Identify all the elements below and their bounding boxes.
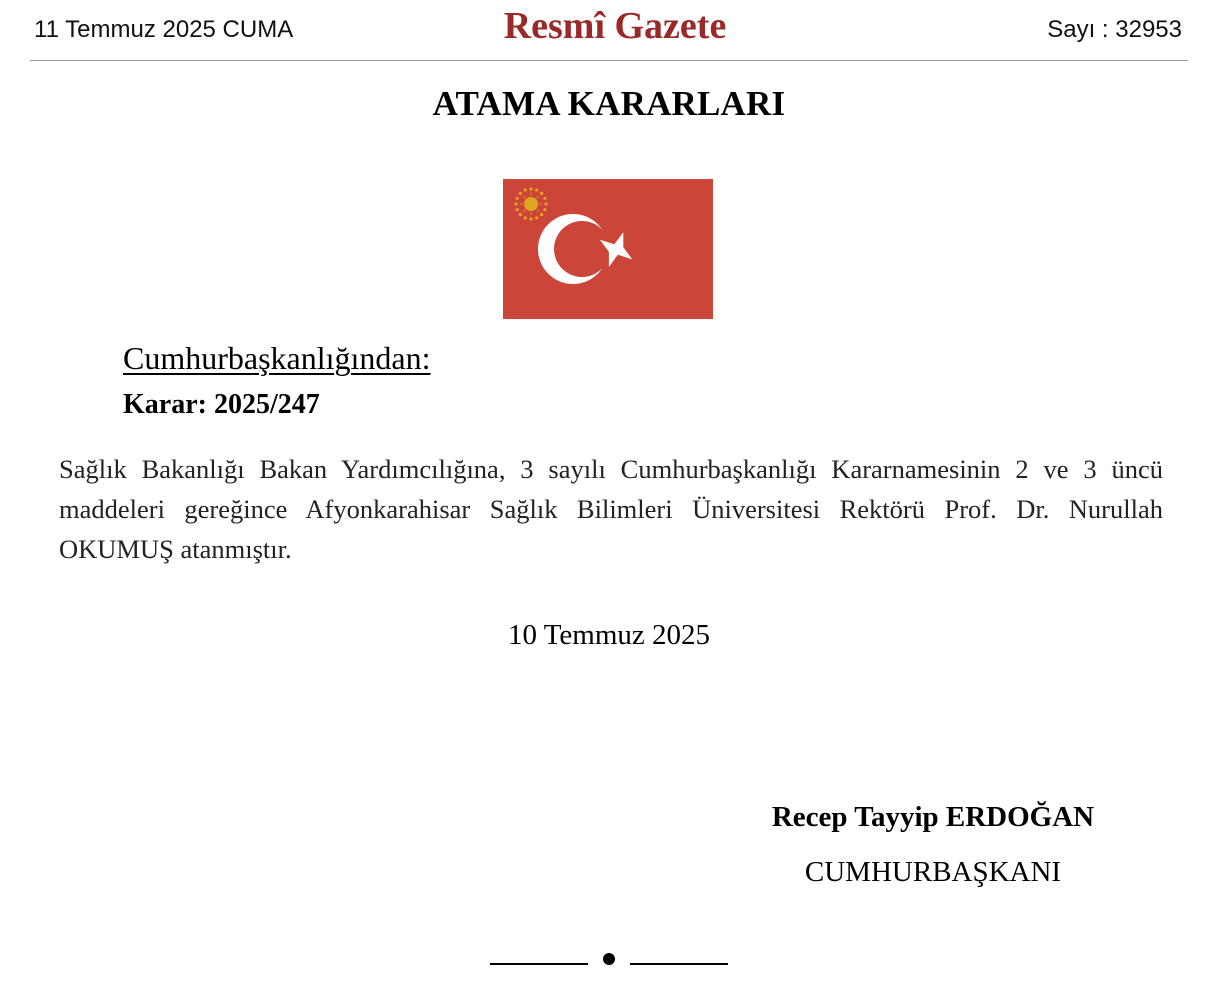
header-date: 11 Temmuz 2025 CUMA	[34, 16, 294, 43]
turkish-flag-icon	[503, 179, 713, 319]
signer-title: CUMHURBAŞKANI	[804, 856, 1062, 888]
decision-number: Karar: 2025/247	[123, 389, 320, 420]
signer-name: Recep Tayyip ERDOĞAN	[771, 801, 1095, 833]
section-title: ATAMA KARARLARI	[432, 84, 786, 123]
header-divider	[30, 60, 1188, 61]
end-of-article-ornament-icon	[488, 948, 730, 970]
decision-date: 10 Temmuz 2025	[507, 619, 711, 651]
decision-text: Sağlık Bakanlığı Bakan Yardımcılığına, 3 sayılı Cumhurbaşkanlığı Kararnamesinin 2 ve 3 üncü maddeleri gereğince Afyonkarahisar Sağlık Bilimleri Üniversitesi Rektörü Prof. Dr. Nurullah OKUMUŞ atanmıştır.	[59, 454, 1163, 564]
crescent-inner	[554, 221, 610, 277]
issue-number: Sayı : 32953	[1047, 16, 1182, 43]
issuing-authority: Cumhurbaşkanlığından:	[123, 340, 431, 376]
gazette-title: Resmî Gazete	[503, 5, 727, 47]
